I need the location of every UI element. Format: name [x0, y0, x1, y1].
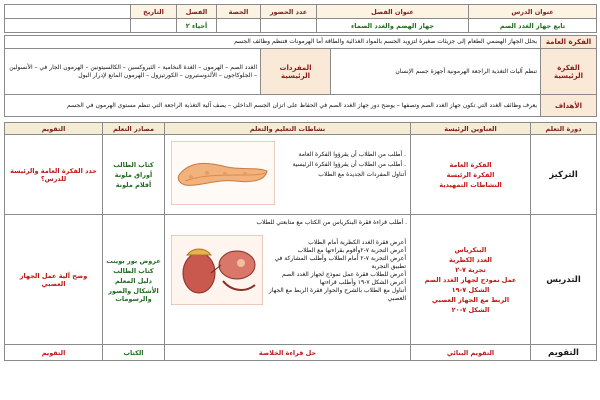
date-value [131, 19, 177, 33]
col-headings: العناوين الرئيسة [411, 123, 531, 135]
teach-activity: أعرض فقرة الغدد الكظرية أمام الطلاب [308, 239, 406, 246]
teach-activities [165, 215, 411, 345]
evaluate-assessment: التقويم [5, 345, 103, 361]
teach-heading: تجربة ٧-٢ [455, 265, 486, 274]
header-spacer-2 [5, 19, 131, 33]
period-label: الحصة [217, 5, 261, 19]
focus-activity: . أطلب من الطلاب أن يقرؤوا الفكرة الرئيسية [292, 161, 406, 168]
pancreas-illustration [171, 141, 275, 205]
focus-source: كتاب الطالب [113, 160, 154, 169]
class-value: أحياء ٢ [177, 19, 217, 33]
objectives-label: الأهداف [541, 95, 597, 117]
count-label: عدد الحضور [261, 5, 317, 19]
focus-heading: الفكرة العامة [449, 160, 492, 169]
teach-source: دليل المعلم [115, 276, 152, 285]
evaluate-headings: التقويم البنائي [411, 345, 531, 361]
general-idea-label: الفكرة العامة [541, 36, 597, 49]
focus-headings [411, 135, 531, 215]
teach-source: الأشكال والصور والرسومات [108, 286, 159, 303]
teach-heading: عمل نموذج لجهاز الغدد الصم [424, 275, 517, 284]
header-spacer [5, 5, 131, 19]
teach-activity: أتناول مع الطلاب بالشرح والحوار فقرة الربط مع الجهاز العصبي [268, 287, 406, 302]
focus-activities [165, 135, 411, 215]
teach-activity: . أطلب قراءة فقرة البنكرياس من الكتاب مع متابعتي للطلاب [256, 219, 407, 226]
col-sources: مصادر التعلم [103, 123, 165, 135]
teach-activity: أعرض للطلاب فقرة عمل نموذج لجهاز الغدد الصم [282, 271, 406, 278]
teach-source: عروض بور بوينت [106, 256, 161, 265]
main-idea-text: تنظم آليات التغذية الراجعة الهرمونية أجهزة جسم الإنسان [331, 49, 541, 95]
evaluate-activities: حل قراءة الخلاصة [165, 345, 411, 361]
unit-title-label: عنوان الفصل [317, 5, 469, 19]
evaluate-sources: الكتاب [103, 345, 165, 361]
focus-activity: أتناول المفردات الجديدة مع الطلاب [318, 171, 406, 178]
class-label: الفصل [177, 5, 217, 19]
count-value [261, 19, 317, 33]
ideas-table [4, 35, 597, 117]
teach-heading: الشكل ٧-١٩ [451, 285, 490, 294]
adrenal-illustration [171, 235, 263, 305]
period-value [217, 19, 261, 33]
teach-source: كتاب الطالب [113, 266, 154, 275]
teach-headings [411, 215, 531, 345]
stage-teach: التدريس [531, 215, 597, 345]
unit-title-value: جهاز الهضم والغدد الصماء [317, 19, 469, 33]
focus-sources [103, 135, 165, 215]
focus-activity: . أطلب من الطلاب أن يقرؤوا الفكرة العامة [298, 151, 406, 158]
focus-heading: النشاطات التمهيدية [439, 180, 502, 189]
teach-heading: الشكل ٧-٢٠ [451, 305, 490, 314]
focus-assessment: حدد الفكرة العامة والرئيسة للدرس؟ [5, 135, 103, 215]
header-table [4, 4, 597, 33]
lesson-title-value: تابع جهاز الغدد الصم [469, 19, 597, 33]
teach-activity: أعرض التجربة ٧-٢ أمام الطلاب وأطلب المشاركة في تطبيق التجربة [274, 255, 406, 270]
plan-table [4, 122, 597, 361]
teach-assessment: وضح آلية عمل الجهاز العصبي [5, 215, 103, 345]
teach-activity: أعرض الشكل ٧-١٩ وأطلب قراءتها [319, 279, 406, 286]
main-idea-label: الفكرة الرئيسية [541, 49, 597, 95]
teach-heading: الربط مع الجهاز العصبي [431, 295, 510, 304]
objectives-text: يعرف وظائف الغدد التي تكون جهاز الغدد الصم وتصفها – يوضح دور جهاز الغدد الصم في الحفاظ على اتزان الجسم الداخلي – يصف آلية التغذية الراجعة التي تنظم مستوى الهرمون في الجسم [5, 95, 541, 117]
general-idea-text: يحلل الجهاز الهضمي الطعام إلى جزيئات صغيرة لتزويد الجسم بالمواد الغذائية والطاقة أما الهرمونات فتنظم وظائف الجسم [5, 36, 541, 49]
vocab-label: المفردات الرئيسية [261, 49, 331, 95]
stage-focus: التركيز [531, 135, 597, 215]
focus-source: أقلام ملونة [115, 180, 152, 189]
focus-source: أوراق ملونة [114, 170, 153, 179]
lesson-title-label: عنوان الدرس [469, 5, 597, 19]
col-assessment: التقويم [5, 123, 103, 135]
col-cycle: دورة التعلم [531, 123, 597, 135]
vocab-text: الغدد الصم – الهرمون – الغدة النخامية – الثيروكسين – الكالسيتونين – الهرمون الجار في – الأنسولين – الجلوكاجون – الألدوستيرون – الكورتيزول – الهرمون المانع لإدرار البول [5, 49, 261, 95]
focus-heading: الفكرة الرئيسة [446, 170, 495, 179]
stage-evaluate: التقويم [531, 345, 597, 361]
teach-activity: أعرض التجربة ٧-٢وأقوم بقراءتها مع الطلاب [297, 247, 406, 254]
adrenal-image [171, 235, 263, 305]
teach-heading: البنكرياس [454, 245, 487, 254]
pancreas-image [171, 141, 275, 205]
teach-heading: الغدد الكظرية [449, 255, 492, 264]
date-label: التاريخ [131, 5, 177, 19]
col-activities: نشاطات التعليم والتعلم [165, 123, 411, 135]
teach-sources [103, 215, 165, 345]
